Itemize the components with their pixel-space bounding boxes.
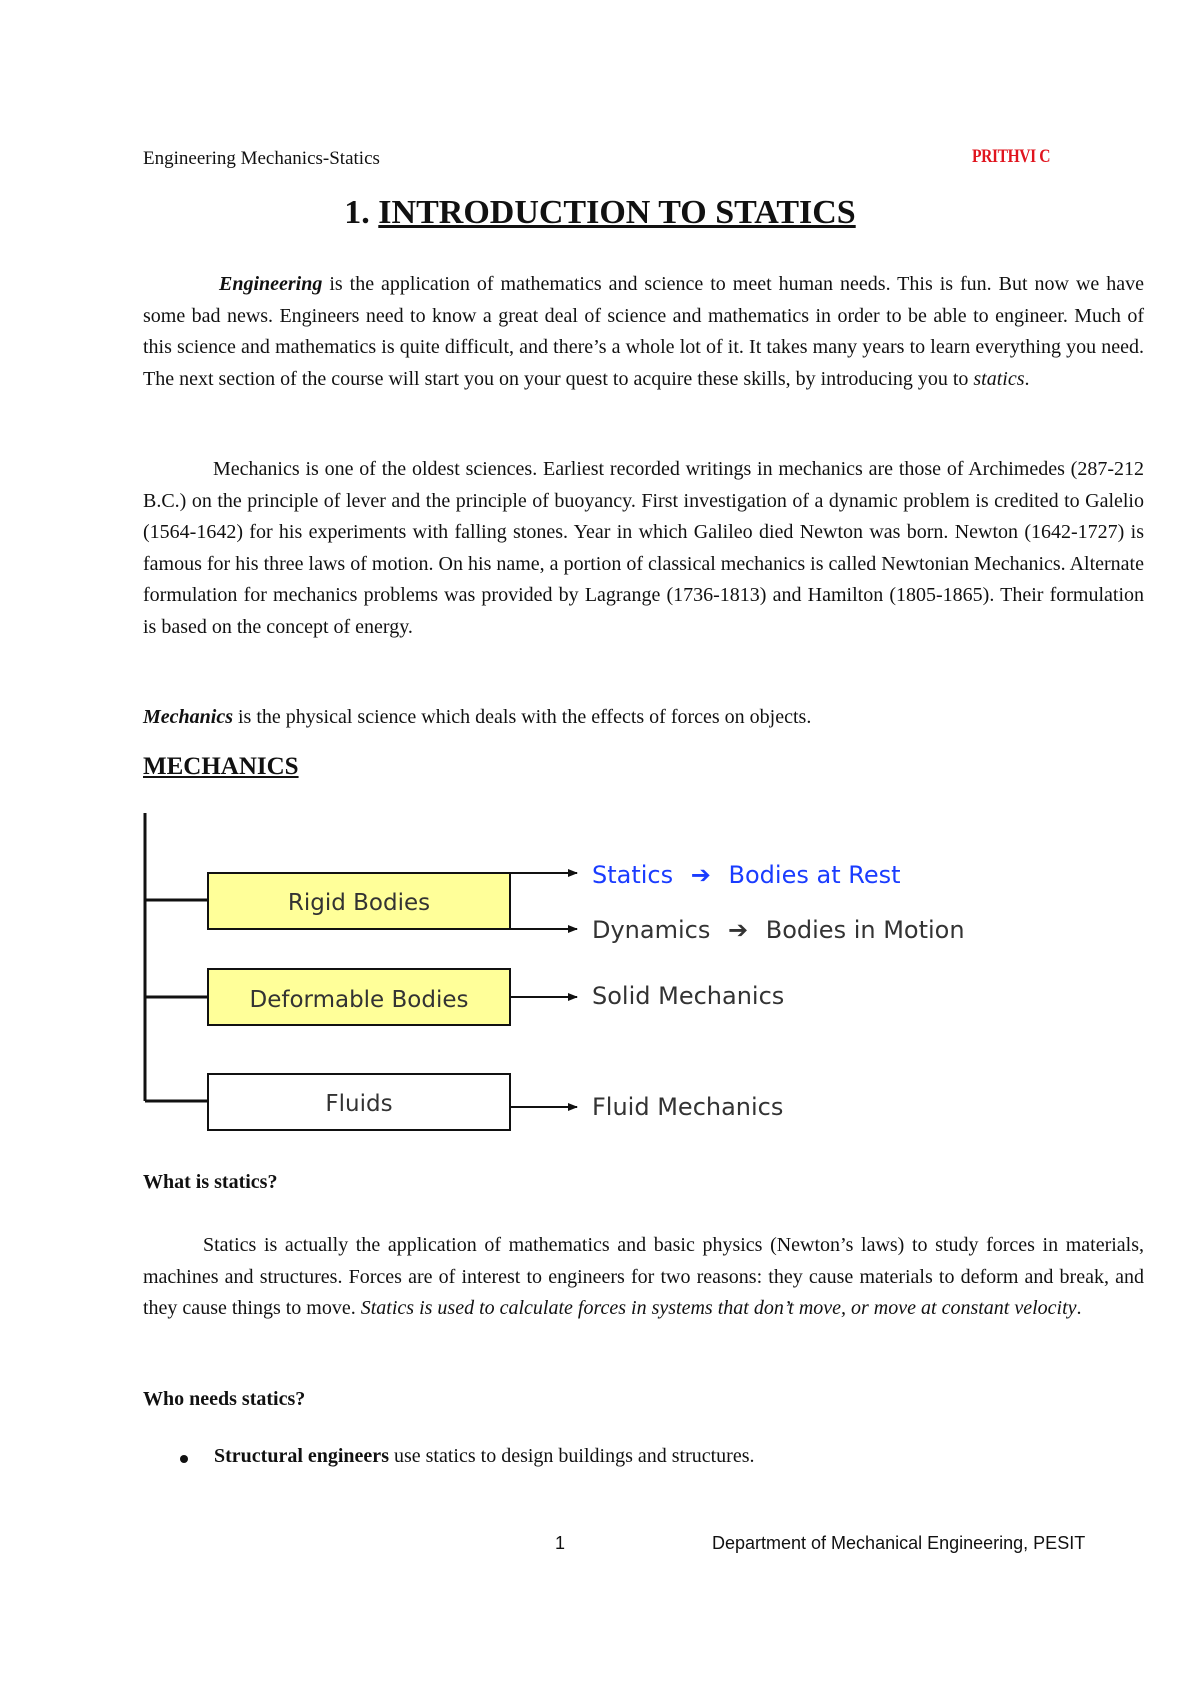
branch-dynamics-label: Dynamics <box>592 916 711 944</box>
branch-fluid-mechanics: Fluid Mechanics <box>592 1093 784 1121</box>
intro-tail: . <box>1024 367 1030 390</box>
box-label-rigid: Rigid Bodies <box>287 890 431 916</box>
who-needs-statics-heading: Who needs statics? <box>143 1388 306 1410</box>
footer-department: Department of Mechanical Engineering, PESIT <box>712 1533 1086 1553</box>
definition-term: Mechanics <box>143 706 233 728</box>
bullet-bold: Structural engineers <box>214 1445 389 1467</box>
bullet-rest: use statics to design buildings and structures. <box>388 1445 755 1467</box>
branch-statics <box>592 861 901 889</box>
intro-lead-term: Engineering <box>219 273 323 295</box>
arrow-glyph-icon: ➔ <box>728 916 749 944</box>
what-is-statics-heading: What is statics? <box>143 1171 278 1193</box>
page-number: 1 <box>555 1533 566 1553</box>
what-is-statics-emphasis: Statics is used to calculate forces in systems that don’t move, or move at constant velocity <box>360 1297 1077 1320</box>
title-number: 1. <box>344 194 370 231</box>
box-label-fluids: Fluids <box>325 1091 393 1117</box>
what-is-statics-body: Statics is actually the application of mathematics and basic physics (Newton’s laws) to study forces in materials, machines and structures. Forces are of interest to engineers for two reasons: they cause materials to deform and break, and they cause things to move. <box>143 1234 1144 1320</box>
what-is-statics-tail: . <box>1076 1297 1082 1320</box>
header-course-title: Engineering Mechanics-Statics <box>143 148 380 169</box>
intro-tail-term: statics <box>973 367 1025 390</box>
branch-statics-result: Bodies at Rest <box>728 861 901 889</box>
box-label-deformable: Deformable Bodies <box>249 987 469 1013</box>
branch-statics-label: Statics <box>592 861 674 889</box>
history-paragraph: Mechanics is one of the oldest sciences. Earliest recorded writings in mechanics are those of Archimedes (287-212 B.C.) on the principle of lever and the principle of buoyancy. First investigation of a dynamic problem is credited to Galelio (1564-1642) for his experiments with falling stones. Year in which Galileo died Newton was born. Newton (1642-1727) is famous for his three laws of motion. On his name, a portion of classical mechanics is called Newtonian Mechanics. Alternate formulation for mechanics problems was provided by Lagrange (1736-1813) and Hamilton (1805-1865). Their formulation is based on the concept of energy. <box>143 458 1144 638</box>
header-author: PRITHVI C <box>972 146 1051 167</box>
branch-dynamics-result: Bodies in Motion <box>765 916 965 944</box>
arrow-glyph-icon: ➔ <box>690 861 711 889</box>
bullet-text <box>214 1445 755 1468</box>
branch-solid-mechanics: Solid Mechanics <box>592 982 785 1010</box>
what-is-statics-paragraph <box>143 1230 1144 1325</box>
title-text: INTRODUCTION TO STATICS <box>378 194 856 231</box>
bullet-dot-icon <box>180 1455 188 1463</box>
mechanics-heading: MECHANICS <box>143 753 299 780</box>
branch-dynamics <box>592 916 965 944</box>
definition-text: is the physical science which deals with the effects of forces on objects. <box>233 706 812 728</box>
intro-body: is the application of mathematics and science to meet human needs. This is fun. But now we have some bad news. Engineers need to know a great deal of science and mathematics in order to be able to engineer. Much of this science and mathematics is quite difficult, and there’s a whole lot of it. It takes many years to learn everything you need. The next section of the course will start you on your quest to acquire these skills, by introducing you to <box>143 273 1144 390</box>
